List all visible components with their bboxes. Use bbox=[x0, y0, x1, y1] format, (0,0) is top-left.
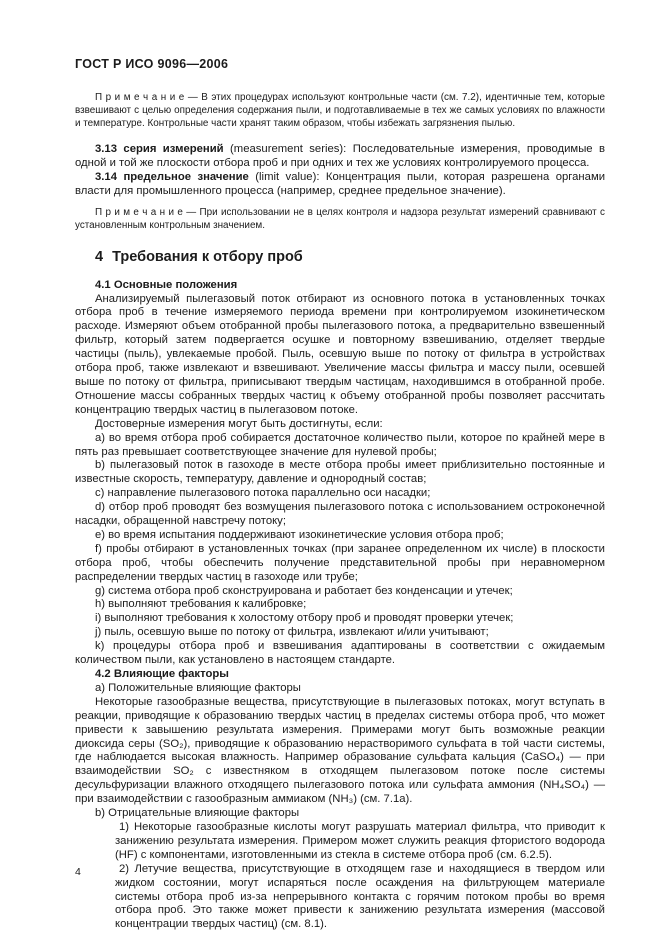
term-definition-text: (limit value): Концентрация пыли, которая разрешена органами власти для промышленного процесса (например, среднее предельное значение). bbox=[75, 170, 606, 197]
term-number: 3.13 bbox=[95, 143, 117, 155]
term-number: 3.14 bbox=[95, 170, 117, 183]
positive-factors-paragraph: Некоторые газообразные вещества, присутствующие в пылегазовых потоках, могут вступать в реакции, приводящие к образованию твердых частиц в пределах системы отбора проб, что может привести к завышению результата измерения. Примерами могут быть возможные реакции диоксида серы (SO₂), приводящие к образованию нерастворимого сульфата в той части системы, где наблюдается высокая влажность. Например образование сульфата кальция (CaSO₄) — при взаимодействии SO₂ с известняком в отходящем пылегазовом потоке после системы десульфуризации влажного отходящего пылегазового потока или сульфата аммония (NH₄SO₄) — при взаимодействии с газообразным аммиаком (NH₃) (см. 7.1a). bbox=[75, 695, 605, 806]
section-4-1-intro-paragraph: Анализируемый пылегазовый поток отбирают из основного потока в установленных точках отбора проб в течение измеряемого периода времени при контролируемом изокинетическом расходе. Измеряют объем отобранной пробы пылегазового потока, а предварительно взвешенный фильтр, который затем подвергается осушке и повторному взвешиванию, отделяет твердые частицы (пыль), увлекаемые пробой. Пыль, осевшую выше по потоку от фильтра в устройствах отбора проб, также извлекают и взвешивают. Увеличение массы фильтра и массу пыли, осевшей выше по потоку от фильтра, приписывают твердым частицам, находившимся в отобранной пробе. Отношение массы собранных твердых частиц к объему отобранной пробы позволяет рассчитать концентрацию твердых частиц в пылегазовом потоке. bbox=[75, 292, 605, 416]
list-item-c: c) направление пылегазового потока параллельно оси насадки; bbox=[95, 487, 431, 500]
section-4-1-heading: 4.1 Основные положения bbox=[95, 278, 238, 291]
term-name: серия измерений bbox=[123, 143, 224, 155]
list-item-h: h) выполняют требования к калибровке; bbox=[95, 598, 307, 611]
list-item-f: f) пробы отбирают в установленных точках (при заранее определенном их числе) в плоскости отбора проб, чтобы обеспечить получение представительной пробы при неравномерном распределении твердых частиц в газоходе или трубе; bbox=[75, 542, 605, 583]
section-4-1-lead-in: Достоверные измерения могут быть достигнуты, если: bbox=[95, 417, 383, 430]
term-definition-3-13 bbox=[75, 143, 605, 171]
term-definition-text: (measurement series): Последовательные измерения, проводимые в одной и той же плоскости отбора проб и при одних и тех же условиях контролируемого процесса. bbox=[75, 143, 605, 169]
list-item-e: e) во время испытания поддерживают изокинетические условия отбора проб; bbox=[95, 528, 504, 541]
list-item-i: i) выполняют требования к холостому отбору проб и проводят проверки утечек; bbox=[95, 612, 514, 625]
term-name: предельное значение bbox=[123, 170, 249, 183]
section-4-2-heading: 4.2 Влияющие факторы bbox=[95, 668, 229, 680]
list-item-d: d) отбор проб проводят без возмущения пылегазового потока с использованием остроконечной насадки, обращенной навстречу потоку; bbox=[75, 501, 605, 528]
term-definition-3-14 bbox=[75, 171, 605, 199]
list-item-k: k) процедуры отбора проб и взвешивания адаптированы в соответствии с ожидаемым количеством пыли, как установлено в настоящем стандарте. bbox=[75, 640, 605, 667]
running-header: ГОСТ Р ИСО 9096—2006 bbox=[75, 57, 229, 71]
negative-factor-item-2: 2) Летучие вещества, присутствующие в отходящем газе и находящиеся в твердом или жидком состоянии, могут испаряться после осаждения на фильтрующем материале системы отбора проб из-за непрерывного контакта с горячим потоком пробы во время отбора проб. Это также может привести к занижению результата измерения (массовой концентрации твердых частиц) (см. 8.1). bbox=[115, 862, 605, 931]
note-control-parts: П р и м е ч а н и е — В этих процедурах используют контрольные части (см. 7.2), идентичные тем, которые взвешивают с целью определения содержания пыли, и подготавливаемые в тех же самых условиях по влажности и температуре. Контрольные части хранят таким образом, чтобы избежать загрязнения пылью. bbox=[75, 92, 605, 129]
section-number: 4 bbox=[95, 248, 104, 265]
section-4-heading bbox=[75, 249, 605, 265]
negative-factors-label: b) Отрицательные влияющие факторы bbox=[95, 807, 300, 820]
negative-factor-item-1: 1) Некоторые газообразные кислоты могут разрушать материал фильтра, что приводит к занижению результата измерения. Примером может служить реакция фтористого водорода (HF) с компонентами, изготовленными из стекла в системе отбора проб (см. 6.2.5). bbox=[115, 820, 605, 861]
list-item-b: b) пылегазовый поток в газоходе в месте отбора пробы имеет приблизительно постоянные и известные скорость, температуру, давление и однородный состав; bbox=[75, 459, 605, 486]
positive-factors-label: a) Положительные влияющие факторы bbox=[95, 681, 301, 694]
list-item-j: j) пыль, осевшую выше по потоку от фильтра, извлекают и/или учитывают; bbox=[95, 626, 489, 639]
list-item-g: g) система отбора проб сконструирована и работает без конденсации и утечек; bbox=[95, 584, 513, 597]
section-title: Требования к отбору проб bbox=[112, 248, 303, 265]
page-number: 4 bbox=[75, 866, 81, 878]
list-item-a: a) во время отбора проб собирается достаточное количество пыли, которое по крайней мере в пять раз превышает соответствующее значение для нулевой пробы; bbox=[75, 431, 605, 458]
note-control-value: П р и м е ч а н и е — При использовании не в целях контроля и надзора результат измерений сравнивают с установленным контрольным значением. bbox=[75, 206, 605, 231]
